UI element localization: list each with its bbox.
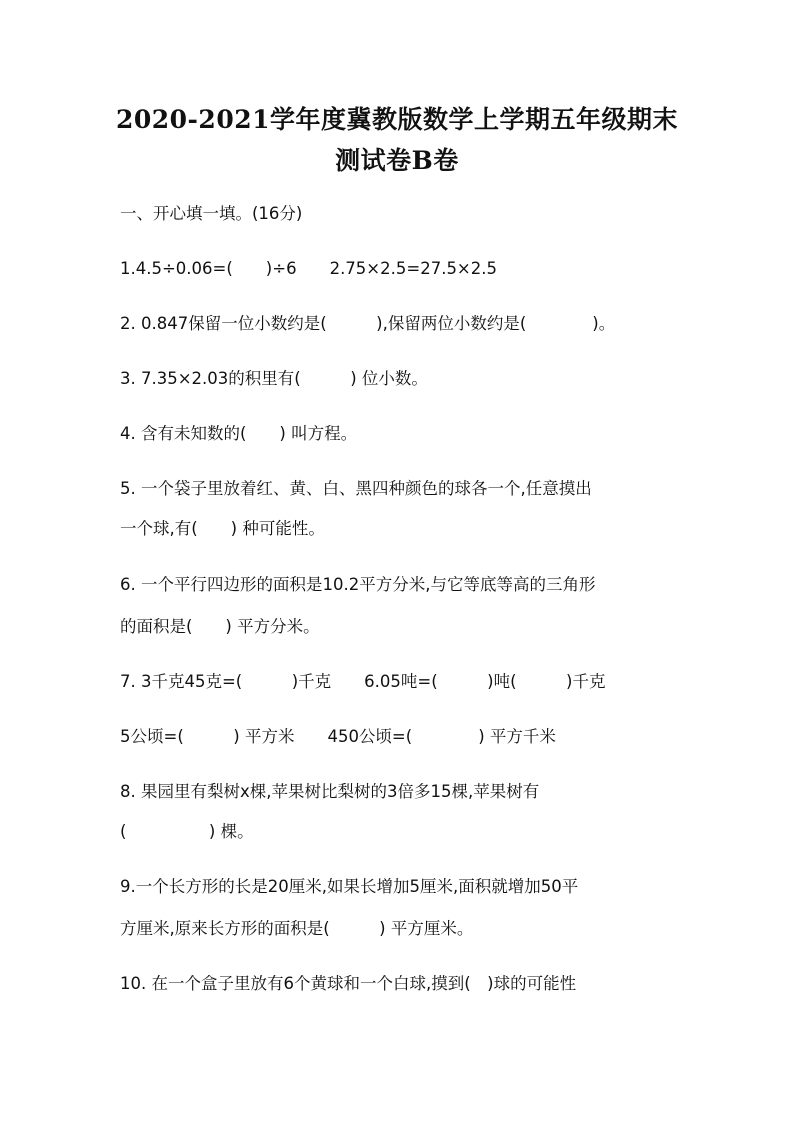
question-10-line-1: 10. 在一个盒子里放有6个黄球和一个白球,摸到( )球的可能性 <box>120 974 577 993</box>
question-5-line-1: 5. 一个袋子里放着红、黄、白、黑四种颜色的球各一个,任意摸出 <box>120 479 592 498</box>
exam-title-line-1: 2020-2021学年度冀教版数学上学期五年级期末 <box>115 105 679 134</box>
question-1: 1.4.5÷0.06=( )÷6 2.75×2.5=27.5×2.5 <box>120 259 498 278</box>
question-8-line-1: 8. 果园里有梨树x棵,苹果树比梨树的3倍多15棵,苹果树有 <box>120 782 540 801</box>
exam-title-line-2: 测试卷B卷 <box>335 146 459 175</box>
section-heading: 一、开心填一填。(16分) <box>120 204 303 223</box>
question-7-line-2: 5公顷=( ) 平方米 450公顷=( ) 平方千米 <box>120 727 556 746</box>
question-2: 2. 0.847保留一位小数约是( ),保留两位小数约是( )。 <box>120 314 616 333</box>
question-5-line-2: 一个球,有( ) 种可能性。 <box>120 519 325 538</box>
question-8-line-2: ( ) 棵。 <box>120 822 254 841</box>
question-7-line-1: 7. 3千克45克=( )千克 6.05吨=( )吨( )千克 <box>120 672 606 691</box>
question-4: 4. 含有未知数的( ) 叫方程。 <box>120 424 358 443</box>
question-9-line-2: 方厘米,原来长方形的面积是( ) 平方厘米。 <box>120 919 474 938</box>
question-9-line-1: 9.一个长方形的长是20厘米,如果长增加5厘米,面积就增加50平 <box>120 877 579 896</box>
question-6-line-2: 的面积是( ) 平方分米。 <box>120 617 320 636</box>
question-6-line-1: 6. 一个平行四边形的面积是10.2平方分米,与它等底等高的三角形 <box>120 575 596 594</box>
question-3: 3. 7.35×2.03的积里有( ) 位小数。 <box>120 369 428 388</box>
